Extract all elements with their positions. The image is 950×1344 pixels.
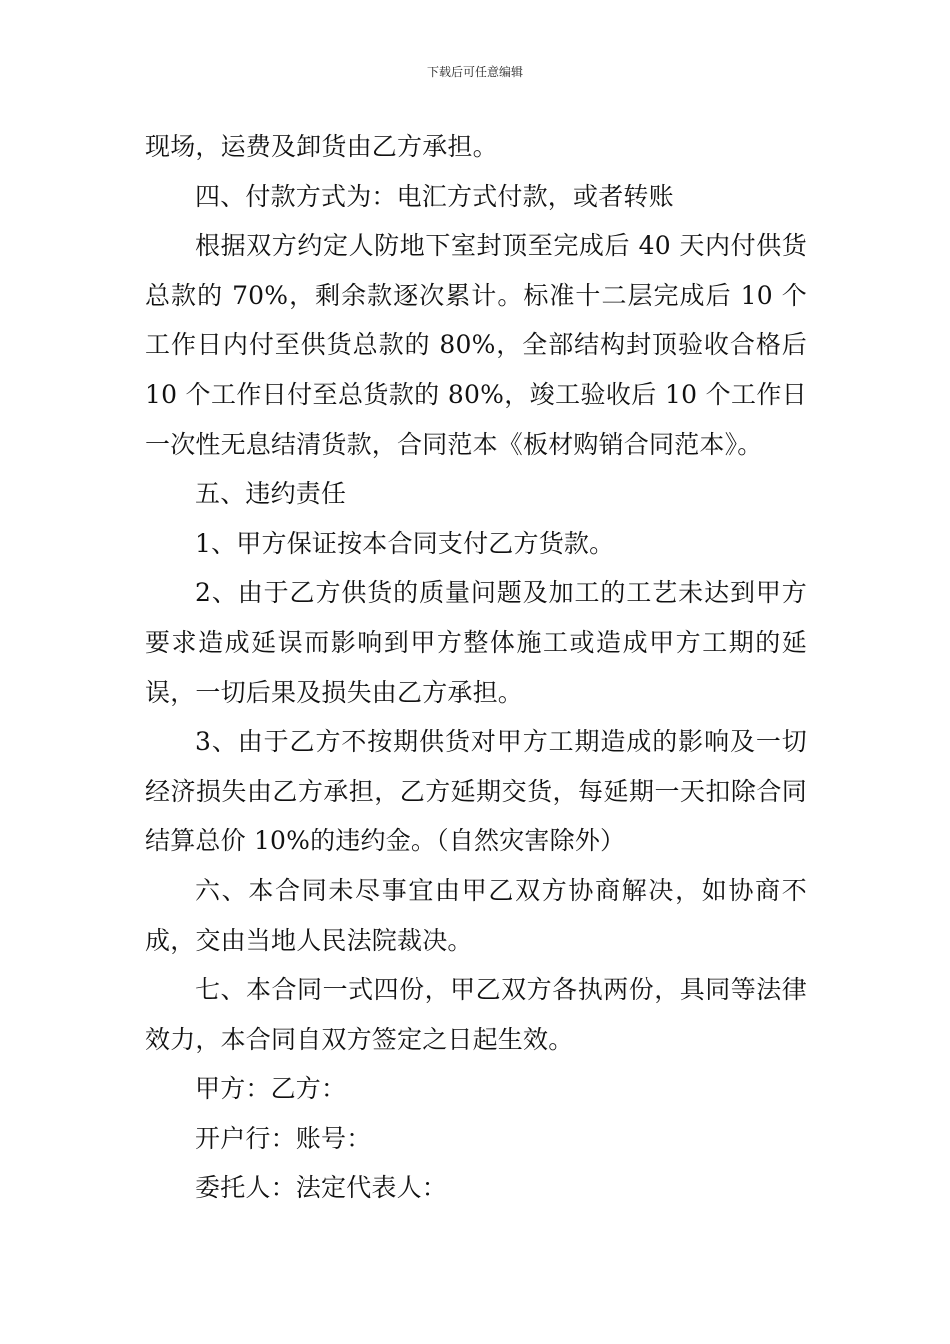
clause-1: 1、甲方保证按本合同支付乙方货款。 <box>195 528 615 558</box>
signature-bank: 开户行：账号： <box>195 1123 372 1153</box>
signature-parties: 甲方：乙方： <box>195 1074 347 1104</box>
clause-2: 2、由于乙方供货的质量问题及加工的工艺未达到甲方要求造成延误而影响到甲方整体施工或造成甲方工期的延误，一切后果及损失由乙方承担。 <box>145 578 807 707</box>
page-header: 下载后可任意编辑 <box>426 65 523 79</box>
signature-representative: 委托人：法定代表人： <box>195 1173 448 1203</box>
document-body <box>145 122 807 1213</box>
paragraph-copies: 七、本合同一式四份，甲乙双方各执两份，具同等法律效力，本合同自双方签定之日起生效。 <box>145 975 807 1054</box>
paragraph-delivery-cost: 现场，运费及卸货由乙方承担。 <box>145 132 498 161</box>
paragraph-dispute: 六、本合同未尽事宜由甲乙双方协商解决，如协商不成，交由当地人民法院裁决。 <box>145 875 807 955</box>
paragraph-payment-schedule: 根据双方约定人防地下室封顶至完成后 40 天内付供货总款的 70%，剩余款逐次累计。标准十二层完成后 10 个工作日内付至供货总款的 80%，全部结构封顶验收合格后 10 个工作日付至总货款的 80%，竣工验收后 10 个工作日一次性无息结清货款，合同范本《板材购销合同范本》。 <box>145 231 807 459</box>
section-title-liability: 五、违约责任 <box>195 479 347 509</box>
paragraph-payment-method: 四、付款方式为：电汇方式付款，或者转账 <box>195 181 674 211</box>
clause-3: 3、由于乙方不按期供货对甲方工期造成的影响及一切经济损失由乙方承担，乙方延期交货，每延期一天扣除合同结算总价 10%的违约金。（自然灾害除外） <box>145 727 807 856</box>
